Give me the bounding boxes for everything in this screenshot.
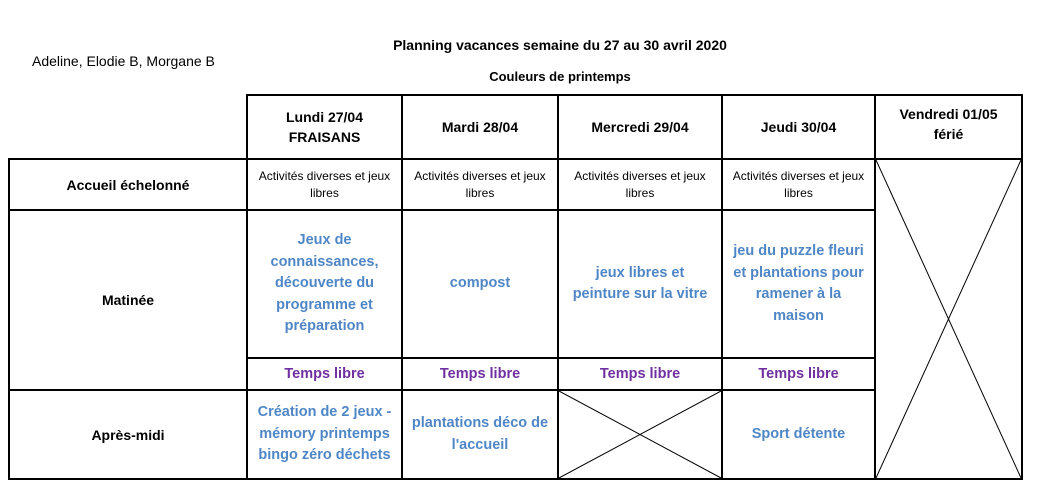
activity-text: Activités diverses et jeux	[414, 168, 546, 183]
activity-text: ramener à la	[755, 286, 842, 302]
activity-text: Création de 2 jeux -	[257, 404, 392, 421]
activity-text: l'accueil	[451, 436, 509, 453]
matinee-cell-jeudi	[723, 211, 874, 357]
activity-text: libres	[310, 185, 339, 200]
day-name: Jeudi 30/04	[760, 119, 837, 135]
day-header-lundi	[248, 96, 401, 158]
grid-line	[1021, 94, 1023, 480]
day-name: Lundi 27/04	[285, 109, 364, 125]
activity-text: Activités diverses et jeux	[258, 168, 391, 183]
activity-text: connaissances,	[270, 253, 379, 270]
row-label-matinee: Matinée	[101, 292, 155, 308]
activity-text: découverte du	[274, 275, 375, 292]
day-name: Mardi 28/04	[441, 119, 519, 135]
activity-text: Jeux de	[297, 232, 352, 249]
activity-text: Activités diverses et jeux	[732, 168, 865, 183]
day-header-vendredi	[876, 96, 1021, 158]
activity-text: peinture sur la vitre	[572, 286, 708, 302]
day-location: FRAISANS	[288, 129, 361, 145]
activity-text: jeu du puzzle fleuri	[733, 243, 864, 259]
apres-midi-cell-jeudi	[723, 391, 874, 478]
day-name: Mercredi 29/04	[591, 119, 689, 135]
activity-text: jeux libres et	[595, 264, 685, 281]
activity-text: et plantations pour	[733, 264, 864, 281]
activity-text: libres	[625, 185, 655, 200]
day-header-mercredi	[559, 96, 721, 158]
temps-libre-cell: Temps libre	[758, 366, 839, 382]
apres-midi-cell-mardi	[403, 391, 557, 478]
activity-text: bingo zéro déchets	[258, 447, 391, 464]
activity-text: Activités diverses et jeux	[574, 168, 706, 183]
activity-text: maison	[773, 307, 824, 324]
day-header-mardi	[403, 96, 557, 158]
accueil-cell	[723, 160, 874, 209]
authors-text: Adeline, Elodie B, Morgane B	[32, 53, 215, 69]
row-label-apres-midi: Après-midi	[91, 426, 165, 443]
matinee-cell-mardi	[403, 211, 557, 357]
crossed-out-cell-vendredi	[876, 160, 1021, 478]
activity-text: mémory printemps	[259, 425, 390, 442]
day-note: férié	[933, 126, 964, 142]
activity-text: libres	[465, 185, 495, 200]
row-label-accueil: Accueil échelonné	[66, 176, 190, 193]
temps-libre-cell: Temps libre	[284, 366, 365, 382]
accueil-cell	[403, 160, 557, 209]
matinee-cell-lundi	[248, 211, 401, 357]
temps-libre-cell: Temps libre	[599, 366, 681, 382]
accueil-cell	[248, 160, 401, 209]
activity-text: libres	[784, 185, 813, 200]
temps-libre-cell: Temps libre	[439, 366, 521, 382]
activity-text: compost	[449, 275, 511, 292]
day-name: Vendredi 01/05	[899, 106, 998, 122]
activity-text: plantations déco de	[411, 415, 549, 431]
accueil-cell	[559, 160, 721, 209]
matinee-cell-mercredi	[559, 211, 721, 357]
page-title: Planning vacances semaine du 27 au 30 avril 2020	[393, 37, 727, 53]
activity-text: préparation	[284, 318, 365, 335]
day-header-jeudi	[723, 96, 874, 158]
activity-text: Sport détente	[751, 425, 846, 442]
activity-text: programme et	[276, 296, 373, 313]
crossed-out-cell-mercredi	[559, 391, 721, 478]
apres-midi-cell-lundi	[248, 391, 401, 478]
grid-line	[8, 478, 1023, 480]
page-subtitle: Couleurs de printemps	[489, 69, 631, 84]
